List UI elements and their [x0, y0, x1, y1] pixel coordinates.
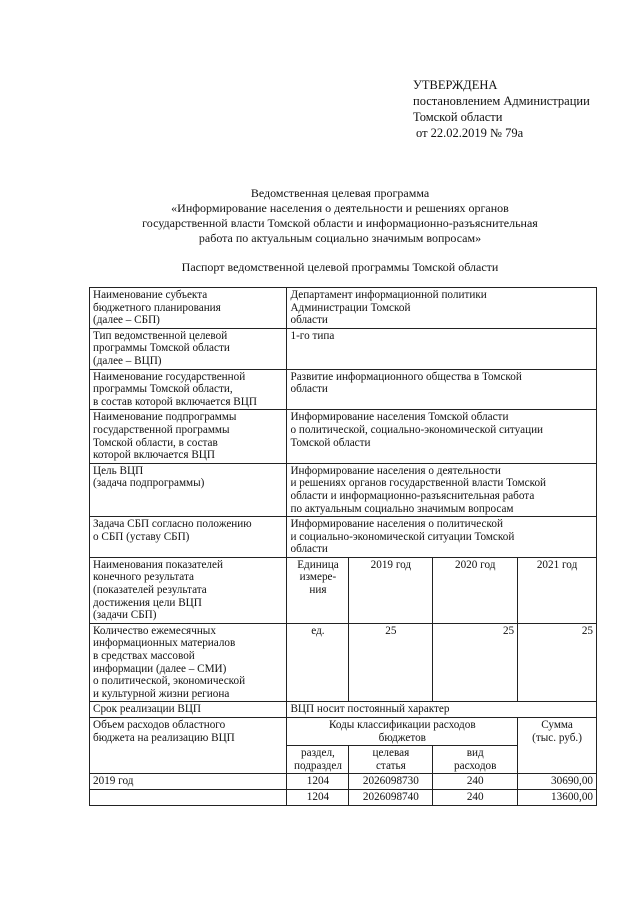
- indicator-value-2020: 25: [433, 623, 518, 702]
- term-value: ВЦП носит постоянный характер: [287, 702, 597, 718]
- article-header: целевая статья: [349, 746, 433, 774]
- expense-kind: 240: [433, 789, 518, 805]
- row-label: Наименование государственной программы Томской области, в состав которой включается ВЦП: [90, 369, 287, 410]
- row-label: Наименование субъекта бюджетного планирования (далее – СБП): [90, 288, 287, 329]
- row-value: Департамент информационной политики Администрации Томской области: [287, 288, 597, 329]
- expense-sum: 13600,00: [518, 789, 597, 805]
- approval-line-2: постановлением Администрации: [413, 94, 590, 108]
- expenses-header-row: [90, 718, 597, 746]
- program-title: [80, 186, 600, 246]
- row-label: Задача СБП согласно положению о СБП (уставу СБП): [90, 517, 287, 558]
- table-row: [90, 288, 597, 329]
- table-row: [90, 369, 597, 410]
- indicator-name: Количество ежемесячных информационных материалов в средствах массовой информации (далее – СМИ) о политической, экономической и культурной жизни региона: [90, 623, 287, 702]
- row-value: Информирование населения о политической и социально-экономической ситуации Томской области: [287, 517, 597, 558]
- expense-kind: 240: [433, 774, 518, 790]
- expenses-label: Объем расходов областного бюджета на реализацию ВЦП: [90, 718, 287, 774]
- row-label: Наименование подпрограммы государственной программы Томской области, в состав которой включается ВЦП: [90, 410, 287, 463]
- expense-sum: 30690,00: [518, 774, 597, 790]
- row-value: Развитие информационного общества в Томской области: [287, 369, 597, 410]
- program-title-line-1: Ведомственная целевая программа: [250, 186, 430, 200]
- section-header: раздел, подраздел: [287, 746, 349, 774]
- row-value: 1-го типа: [287, 328, 597, 369]
- kind-header: вид расходов: [433, 746, 518, 774]
- row-value: Информирование населения о деятельности и решениях органов государственной власти Томской области и информационно-разъяснительная работа по актуальным социально значимым вопросам: [287, 463, 597, 516]
- indicator-value-2019: 25: [349, 623, 433, 702]
- indicator-unit: ед.: [287, 623, 349, 702]
- expense-section: 1204: [287, 789, 349, 805]
- program-title-line-4: работа по актуальным социально значимым вопросам»: [198, 231, 482, 245]
- year-header-2019: 2019 год: [349, 557, 433, 623]
- expense-year: 2019 год: [90, 774, 287, 790]
- program-title-line-2: «Информирование населения о деятельности и решениях органов: [171, 201, 509, 215]
- row-value: Информирование населения Томской области о политической, социально-экономической ситуации Томской области: [287, 410, 597, 463]
- table-row: [90, 517, 597, 558]
- year-header-2020: 2020 год: [433, 557, 518, 623]
- term-row: [90, 702, 597, 718]
- expense-row: [90, 774, 597, 790]
- unit-header: Единица измере- ния: [287, 557, 349, 623]
- passport-title: Паспорт ведомственной целевой программы Томской области: [181, 260, 499, 274]
- expense-article: 2026098730: [349, 774, 433, 790]
- expense-article: 2026098740: [349, 789, 433, 805]
- term-label: Срок реализации ВЦП: [90, 702, 287, 718]
- sum-header: Сумма (тыс. руб.): [518, 718, 597, 774]
- approval-stamp: [413, 77, 590, 141]
- indicators-label: Наименования показателей конечного результата (показателей результата достижения цели ВЦП (задачи СБП): [90, 557, 287, 623]
- indicators-header-row: [90, 557, 597, 623]
- expense-row: [90, 789, 597, 805]
- expense-section: 1204: [287, 774, 349, 790]
- indicator-value-2021: 25: [518, 623, 597, 702]
- row-label: Тип ведомственной целевой программы Томской области (далее – ВЦП): [90, 328, 287, 369]
- table-row: [90, 463, 597, 516]
- expense-year: [90, 789, 287, 805]
- indicators-value-row: [90, 623, 597, 702]
- table-row: [90, 410, 597, 463]
- row-label: Цель ВЦП (задача подпрограммы): [90, 463, 287, 516]
- approval-line-4: от 22.02.2019 № 79а: [416, 126, 524, 140]
- approval-line-3: Томской области: [413, 110, 503, 124]
- approval-line-1: УТВЕРЖДЕНА: [413, 78, 498, 92]
- passport-table: [89, 287, 597, 806]
- year-header-2021: 2021 год: [518, 557, 597, 623]
- program-title-line-3: государственной власти Томской области и информационно-разъяснительная: [142, 216, 538, 230]
- codes-header: Коды классификации расходов бюджетов: [287, 718, 518, 746]
- table-row: [90, 328, 597, 369]
